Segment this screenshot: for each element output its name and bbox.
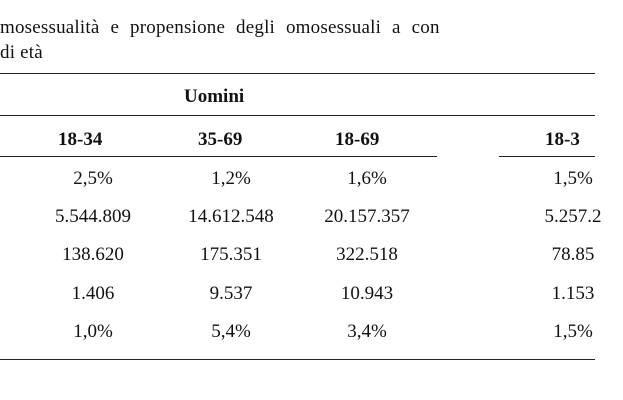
column-header-rule-men <box>0 156 437 157</box>
caption-line-1: mosessualità e propensione degli omosessuali a con <box>0 17 440 38</box>
column-header-35-69: 35-69 <box>198 129 243 150</box>
column-header-18-69: 18-69 <box>335 129 380 150</box>
table-cell: 1.406 <box>71 283 115 304</box>
table-cell: 1.153 <box>551 283 595 304</box>
table-cell: 1,0% <box>73 321 113 342</box>
table-cell: 10.943 <box>340 283 394 304</box>
table-cell: 1,6% <box>347 168 387 189</box>
table-cell: 1,5% <box>553 168 593 189</box>
table-cell: 14.612.548 <box>188 206 274 227</box>
table-cell: 5,4% <box>211 321 251 342</box>
table-cell: 5.257.2 <box>544 206 602 227</box>
column-header-18-34: 18-34 <box>58 129 103 150</box>
table-cell: 78.85 <box>551 244 595 265</box>
table-cell: 9.537 <box>209 283 253 304</box>
group-header-rule <box>0 115 595 116</box>
table-cell: 1,2% <box>211 168 251 189</box>
table-cell: 175.351 <box>200 244 262 265</box>
column-header-rule-women <box>499 156 595 157</box>
table-cell: 2,5% <box>73 168 113 189</box>
column-header-18-34-women: 18-3 <box>545 129 580 150</box>
table-bottom-rule <box>0 359 595 360</box>
table-cell: 5.544.809 <box>55 206 131 227</box>
table-cell: 138.620 <box>62 244 124 265</box>
table-cell: 3,4% <box>347 321 387 342</box>
table-cell: 322.518 <box>336 244 398 265</box>
table-cell: 20.157.357 <box>324 206 410 227</box>
table-cell: 1,5% <box>553 321 593 342</box>
caption-line-2: di età <box>0 42 43 63</box>
table-top-rule <box>0 73 595 74</box>
